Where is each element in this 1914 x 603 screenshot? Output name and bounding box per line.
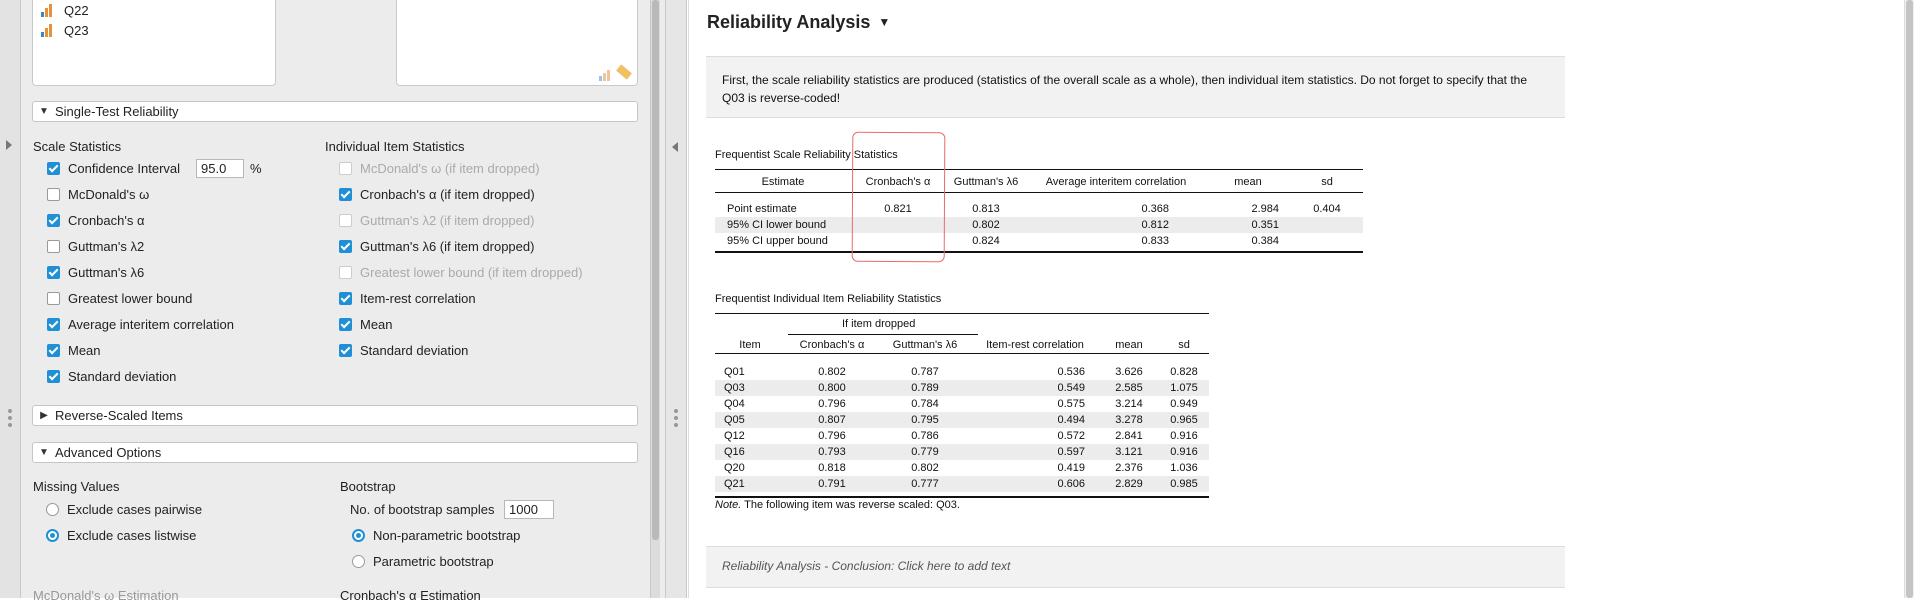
checkbox-label: Standard deviation xyxy=(360,343,469,358)
note-text: The following item was reverse scaled: Q03. xyxy=(741,499,960,511)
analysis-title-text: Reliability Analysis xyxy=(707,12,871,32)
cell: 3.121 xyxy=(1099,444,1159,460)
cell: 0.796 xyxy=(818,430,846,442)
cell: 0.777 xyxy=(879,476,971,492)
cell: 0.807 xyxy=(785,412,879,428)
checkbox-box[interactable] xyxy=(339,266,352,279)
col-header: mean xyxy=(1234,175,1262,188)
checkbox-box[interactable] xyxy=(339,162,352,175)
checkbox-box[interactable] xyxy=(47,370,60,383)
col-header: Guttman's λ6 xyxy=(953,175,1019,188)
checkbox-box[interactable] xyxy=(47,240,60,253)
checkbox-box[interactable] xyxy=(47,266,60,279)
cell: 0.779 xyxy=(879,444,971,460)
scale-table-bottom-rule xyxy=(715,251,1363,253)
col-header: Item-rest correlation xyxy=(986,338,1084,351)
checkbox-box[interactable] xyxy=(47,292,60,305)
item-standard-deviation-checkbox[interactable] xyxy=(339,343,468,358)
bootstrap-heading: Bootstrap xyxy=(340,479,396,494)
checkbox-box[interactable] xyxy=(339,292,352,305)
cell: 0.384 xyxy=(1251,235,1279,247)
item-table-note xyxy=(715,499,960,511)
cell: 1.036 xyxy=(1170,462,1198,474)
checkbox-box[interactable] xyxy=(47,214,60,227)
item-reliability-table xyxy=(715,336,1209,492)
item-cronbachs-alpha-checkbox[interactable] xyxy=(339,187,535,202)
radio-label: Non-parametric bootstrap xyxy=(373,528,521,543)
non-parametric-bootstrap-radio[interactable] xyxy=(352,528,520,543)
individual-item-statistics-heading: Individual Item Statistics xyxy=(325,139,465,154)
cell: 2.841 xyxy=(1115,430,1143,442)
cell: Q01 xyxy=(724,366,745,378)
checkbox-label: Guttman's λ6 (if item dropped) xyxy=(360,239,535,254)
col-header: sd xyxy=(1321,175,1333,188)
cell: 2.585 xyxy=(1099,380,1159,396)
cell: 2.984 xyxy=(1251,203,1279,215)
cell: 0.965 xyxy=(1159,412,1209,428)
bootstrap-samples-input[interactable]: 1000 xyxy=(504,500,554,519)
exclude-listwise-radio[interactable] xyxy=(46,528,196,543)
group-header-rule xyxy=(788,334,978,335)
checkbox-label: Standard deviation xyxy=(68,369,177,384)
cell: 0.793 xyxy=(785,444,879,460)
checkbox-box[interactable] xyxy=(47,344,60,357)
cell: 0.828 xyxy=(1170,366,1198,378)
spacer xyxy=(715,191,1363,201)
collapse-triangle-icon: ▼ xyxy=(39,447,49,458)
spacer xyxy=(715,353,1209,364)
scrollbar-thumb[interactable] xyxy=(652,0,659,540)
checkbox-label: McDonald's ω (if item dropped) xyxy=(360,161,540,176)
conclusion-placeholder[interactable]: Reliability Analysis - Conclusion: Click here to add text xyxy=(722,559,1011,573)
confidence-interval-checkbox[interactable] xyxy=(47,161,180,176)
drag-handle-icon[interactable] xyxy=(674,409,678,427)
expand-triangle-icon: ▶ xyxy=(40,410,48,421)
checkbox-box[interactable] xyxy=(339,188,352,201)
cell: 0.818 xyxy=(818,462,846,474)
cell: 0.916 xyxy=(1159,444,1209,460)
item-guttmans-lambda6-checkbox[interactable] xyxy=(339,239,534,254)
cell: 0.985 xyxy=(1159,476,1209,492)
cell: 0.368 xyxy=(1141,203,1169,215)
checkbox-box[interactable] xyxy=(47,162,60,175)
checkbox-label: Guttman's λ6 xyxy=(68,265,145,280)
missing-values-heading: Missing Values xyxy=(33,479,120,494)
table-row xyxy=(715,364,1209,380)
table-row xyxy=(715,412,1209,428)
col-header: Cronbach's α xyxy=(865,175,931,188)
cell: 0.795 xyxy=(879,412,971,428)
guttmans-lambda6-checkbox[interactable] xyxy=(47,265,144,280)
analysis-note-text: First, the scale reliability statistics are produced (statistics of the overall scale as a whole), then individual item statistics. Do not forget to specify that the Q03 is reverse-coded! xyxy=(722,73,1528,105)
cell: 0.796 xyxy=(818,398,846,410)
options-panel xyxy=(0,0,665,603)
scale-table-title: Frequentist Scale Reliability Statistics xyxy=(715,149,898,161)
panel-splitter[interactable] xyxy=(665,0,687,598)
bootstrap-samples-label: No. of bootstrap samples xyxy=(350,502,495,517)
radio-label: Exclude cases listwise xyxy=(67,528,197,543)
radio-label: Exclude cases pairwise xyxy=(67,502,203,517)
checkbox-label: Mean xyxy=(360,317,393,332)
options-scrollbar[interactable] xyxy=(650,0,660,598)
ordinal-variable-icon xyxy=(41,4,55,17)
table-row xyxy=(715,217,1363,233)
cell: 3.626 xyxy=(1115,366,1143,378)
col-header: Average interitem correlation xyxy=(1045,175,1187,188)
variable-name: Q23 xyxy=(64,22,89,38)
radio-circle[interactable] xyxy=(352,529,365,542)
col-header: mean xyxy=(1115,338,1143,351)
checkbox-box[interactable] xyxy=(47,188,60,201)
section-title: Single-Test Reliability xyxy=(55,104,179,119)
cell: Q04 xyxy=(724,398,745,410)
cell: 0.833 xyxy=(1141,235,1169,247)
cell xyxy=(1291,217,1363,233)
percent-unit: % xyxy=(250,161,262,176)
table-row xyxy=(715,428,1209,444)
table-row xyxy=(715,444,1209,460)
cell: 0.791 xyxy=(785,476,879,492)
variable-type-icon xyxy=(599,70,610,81)
cell: Point estimate xyxy=(727,203,797,215)
section-single-test-reliability[interactable] xyxy=(32,101,638,122)
variable-name: Q22 xyxy=(64,2,89,18)
cell: 0.800 xyxy=(785,380,879,396)
checkbox-label: Item-rest correlation xyxy=(360,291,476,306)
ordinal-variable-icon xyxy=(41,24,55,37)
cell: 2.829 xyxy=(1099,476,1159,492)
guttmans-lambda2-checkbox[interactable] xyxy=(47,239,144,254)
cell: 0.351 xyxy=(1205,217,1291,233)
item-table-title: Frequentist Individual Item Reliability Statistics xyxy=(715,293,942,305)
checkbox-box[interactable] xyxy=(339,240,352,253)
drag-handle-icon[interactable] xyxy=(8,409,12,427)
item-guttmans-lambda2-checkbox[interactable] xyxy=(339,213,534,228)
checkbox-box[interactable] xyxy=(339,344,352,357)
section-reverse-scaled-items[interactable] xyxy=(32,405,638,426)
table-row xyxy=(715,476,1209,492)
cell: 0.821 xyxy=(884,203,912,215)
checkbox-label: Cronbach's α xyxy=(68,213,145,228)
expand-arrow-icon[interactable] xyxy=(6,140,12,150)
cell: 0.606 xyxy=(971,476,1099,492)
item-rest-correlation-checkbox[interactable] xyxy=(339,291,476,306)
checkbox-label: Guttman's λ2 (if item dropped) xyxy=(360,213,535,228)
cronbachs-alpha-checkbox[interactable] xyxy=(47,213,144,228)
conclusion-box[interactable] xyxy=(706,546,1565,588)
checkbox-label: Confidence Interval xyxy=(68,161,181,176)
cell: Q16 xyxy=(715,444,785,460)
checkbox-label: Mean xyxy=(68,343,101,358)
analysis-note-box[interactable] xyxy=(706,56,1565,118)
col-header: Guttman's λ6 xyxy=(892,338,958,351)
item-mean-checkbox[interactable] xyxy=(339,317,393,332)
results-left-border xyxy=(688,0,689,598)
cell: 0.419 xyxy=(1057,462,1085,474)
cell: 2.376 xyxy=(1115,462,1143,474)
cronbach-column-highlight xyxy=(852,132,946,262)
checkbox-label: Average interitem correlation xyxy=(68,317,234,332)
parametric-bootstrap-radio[interactable] xyxy=(352,554,494,569)
title-dropdown-caret-icon[interactable]: ▼ xyxy=(878,15,891,29)
analysis-title[interactable] xyxy=(707,12,890,33)
section-title: Reverse-Scaled Items xyxy=(55,408,183,423)
cell: 0.949 xyxy=(1170,398,1198,410)
average-interitem-correlation-checkbox[interactable] xyxy=(47,317,234,332)
variable-item[interactable] xyxy=(41,2,89,18)
col-header: Estimate xyxy=(761,175,805,188)
cell: Q12 xyxy=(724,430,745,442)
cell: 0.916 xyxy=(1170,430,1198,442)
scale-statistics-heading: Scale Statistics xyxy=(33,139,122,154)
checkbox-label: Cronbach's α (if item dropped) xyxy=(360,187,535,202)
mean-checkbox[interactable] xyxy=(47,343,101,358)
ruler-icon xyxy=(616,64,632,79)
cell: 95% CI lower bound xyxy=(715,217,851,233)
cell: 0.575 xyxy=(1057,398,1085,410)
results-scrollbar[interactable] xyxy=(1904,0,1914,598)
confidence-interval-input[interactable]: 95.0 xyxy=(196,159,244,178)
assigned-variables-list[interactable] xyxy=(396,0,638,86)
collapse-triangle-icon: ▼ xyxy=(39,106,49,117)
scale-reliability-table xyxy=(715,172,1363,249)
table-row xyxy=(715,460,1209,476)
checkbox-box[interactable] xyxy=(339,318,352,331)
omega-estimation-heading: McDonald's ω Estimation xyxy=(33,588,179,603)
cell: 0.404 xyxy=(1313,203,1341,215)
exclude-pairwise-radio[interactable] xyxy=(46,502,202,517)
cell: Q03 xyxy=(715,380,785,396)
cell: 0.812 xyxy=(1027,217,1205,233)
cell: 0.789 xyxy=(879,380,971,396)
if-item-dropped-header: If item dropped xyxy=(842,318,916,330)
section-advanced-options[interactable] xyxy=(32,442,638,463)
cell: 0.786 xyxy=(911,430,939,442)
item-table-top-rule xyxy=(715,313,1209,314)
cell: 0.802 xyxy=(818,366,846,378)
greatest-lower-bound-checkbox[interactable] xyxy=(47,291,192,306)
radio-circle[interactable] xyxy=(352,555,365,568)
checkbox-box[interactable] xyxy=(339,214,352,227)
table-row xyxy=(715,233,1363,249)
results-panel xyxy=(688,0,1914,598)
variable-item[interactable] xyxy=(41,22,89,38)
radio-circle[interactable] xyxy=(46,529,59,542)
cell: 3.214 xyxy=(1115,398,1143,410)
cell: 1.075 xyxy=(1159,380,1209,396)
cell: 0.802 xyxy=(911,462,939,474)
cell: Q05 xyxy=(715,412,785,428)
collapse-arrow-icon[interactable] xyxy=(672,142,678,152)
cell: 0.494 xyxy=(971,412,1099,428)
cell: 0.813 xyxy=(972,203,1000,215)
cell: 3.278 xyxy=(1099,412,1159,428)
checkbox-box[interactable] xyxy=(47,318,60,331)
left-collapse-strip[interactable] xyxy=(0,0,21,598)
mcdonalds-omega-checkbox[interactable] xyxy=(47,187,149,202)
scrollbar-thumb[interactable] xyxy=(1906,0,1913,598)
available-variables-list[interactable] xyxy=(32,0,276,86)
item-mcdonalds-omega-checkbox[interactable] xyxy=(339,161,540,176)
radio-circle[interactable] xyxy=(46,503,59,516)
cell: 0.784 xyxy=(911,398,939,410)
cell: Q21 xyxy=(715,476,785,492)
checkbox-label: Greatest lower bound xyxy=(68,291,193,306)
cell: 0.802 xyxy=(945,217,1027,233)
cell: 0.536 xyxy=(1057,366,1085,378)
cell: Q20 xyxy=(724,462,745,474)
col-header: Cronbach's α xyxy=(799,338,865,351)
table-row xyxy=(715,201,1363,217)
cell: 0.824 xyxy=(972,235,1000,247)
radio-label: Parametric bootstrap xyxy=(373,554,494,569)
checkbox-label: Greatest lower bound (if item dropped) xyxy=(360,265,583,280)
col-header: Item xyxy=(739,338,761,351)
cell: 95% CI upper bound xyxy=(727,235,828,247)
cell xyxy=(1291,233,1363,249)
item-greatest-lower-bound-checkbox[interactable] xyxy=(339,265,583,280)
item-table-bottom-rule xyxy=(715,496,1209,498)
standard-deviation-checkbox[interactable] xyxy=(47,369,176,384)
col-header: sd xyxy=(1178,338,1190,351)
checkbox-label: McDonald's ω xyxy=(68,187,150,202)
table-row xyxy=(715,396,1209,412)
cell: 0.549 xyxy=(971,380,1099,396)
section-title: Advanced Options xyxy=(55,445,162,460)
table-row xyxy=(715,380,1209,396)
scale-table-top-rule xyxy=(715,169,1363,170)
note-label: Note. xyxy=(715,499,742,511)
cell: 0.597 xyxy=(971,444,1099,460)
checkbox-label: Guttman's λ2 xyxy=(68,239,145,254)
cell: 0.572 xyxy=(1057,430,1085,442)
cell: 0.787 xyxy=(911,366,939,378)
alpha-estimation-heading: Cronbach's α Estimation xyxy=(340,588,481,603)
